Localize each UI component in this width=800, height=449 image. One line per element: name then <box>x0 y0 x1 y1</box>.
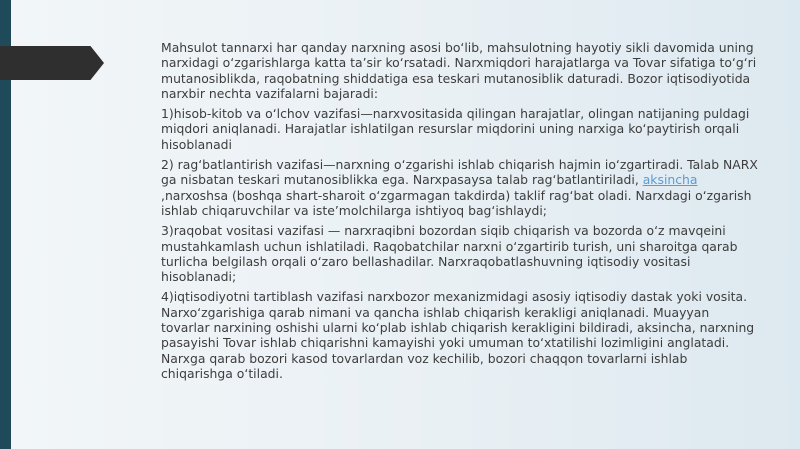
bullet-paragraph-3 <box>140 157 760 218</box>
paragraph-text: 4)iqtisodiyotni tartiblash vazifasi narxbozor mexanizmidagi asosiy iqtisodiy dastak yoki vosita. Narxo‘zgarishiga qarab nimani va qancha ishlab chiqarish kerakligi aniqlanadi. Muayyan tovarlar narxining oshishi ularni ko‘plab ishlab chiqarish kerakligini bildiradi, aksincha, narxning pasayishi Tovar ishlab chiqarishni kamayishi yoki umuman to‘xtatilishi lozimligini anglatadi. Narxga qarab bozori kasod tovarlardan voz kechilib, bozori chaqqon tovarlarni ishlab chiqarishga o‘tiladi. <box>161 289 755 381</box>
bullet-paragraph-2 <box>140 106 760 152</box>
bullet-paragraph-1 <box>140 40 760 101</box>
paragraph-text: 3)raqobat vositasi vazifasi — narxraqibni bozordan siqib chiqarish va bozorda o‘z mavqeini mustahkamlash uchun ishlatiladi. Raqobatchilar narxni o‘zgartirib turish, uni sharoitga qarab turlicha belgilash orqali o‘zaro bellashadilar. Narxraqobatlashuvning iqtisodiy vositasi hisoblanadi; <box>161 223 738 285</box>
paragraph-text: Mahsulot tannarxi har qanday narxning asosi bo‘lib, mahsulotning hayotiy sikli davomida uning narxidagi o‘zgarishlarga katta ta’sir ko‘rsatadi. Narxmiqdori harajatlarga va Tovar sifatiga to‘g‘ri mutanosiblikda, raqobatning shiddatiga esa teskari mutanosiblik daturadi. Bozor iqtisodiyotida narxbir nechta vazifalarni bajaradi: <box>161 40 757 101</box>
bullet-paragraph-4 <box>140 223 760 284</box>
aksincha-link[interactable]: aksincha <box>642 172 698 188</box>
arrow-shape <box>0 46 104 80</box>
paragraph-text-continued: ,narxoshsa (boshqa shart-sharoit o‘zgarmagan takdirda) taklif rag‘bat oladi. Narxdagi o‘zgarish ishlab chiqaruvchilar va iste’molchilarga ishtiyoq bag‘ishlaydi; <box>161 187 752 218</box>
bullet-paragraph-5 <box>140 289 760 381</box>
paragraph-text: 2) rag‘batlantirish vazifasi—narxning o‘zgarishi ishlab chiqarish hajmin io‘zgartiradi. Talab NARX ga nisbatan teskari mutanosiblikka ega. Narxpasaysa talab rag‘batlantiriladi, <box>161 157 758 188</box>
slide-body <box>140 40 760 386</box>
paragraph-text: 1)hisob-kitob va o‘lchov vazifasi—narxvositasida qilingan harajatlar, olingan natijaning puldagi miqdori aniqlanadi. Harajatlar ishlatilgan resurslar miqdorini uning narxiga ko‘paytirish orqali hisoblanadi <box>161 106 750 152</box>
